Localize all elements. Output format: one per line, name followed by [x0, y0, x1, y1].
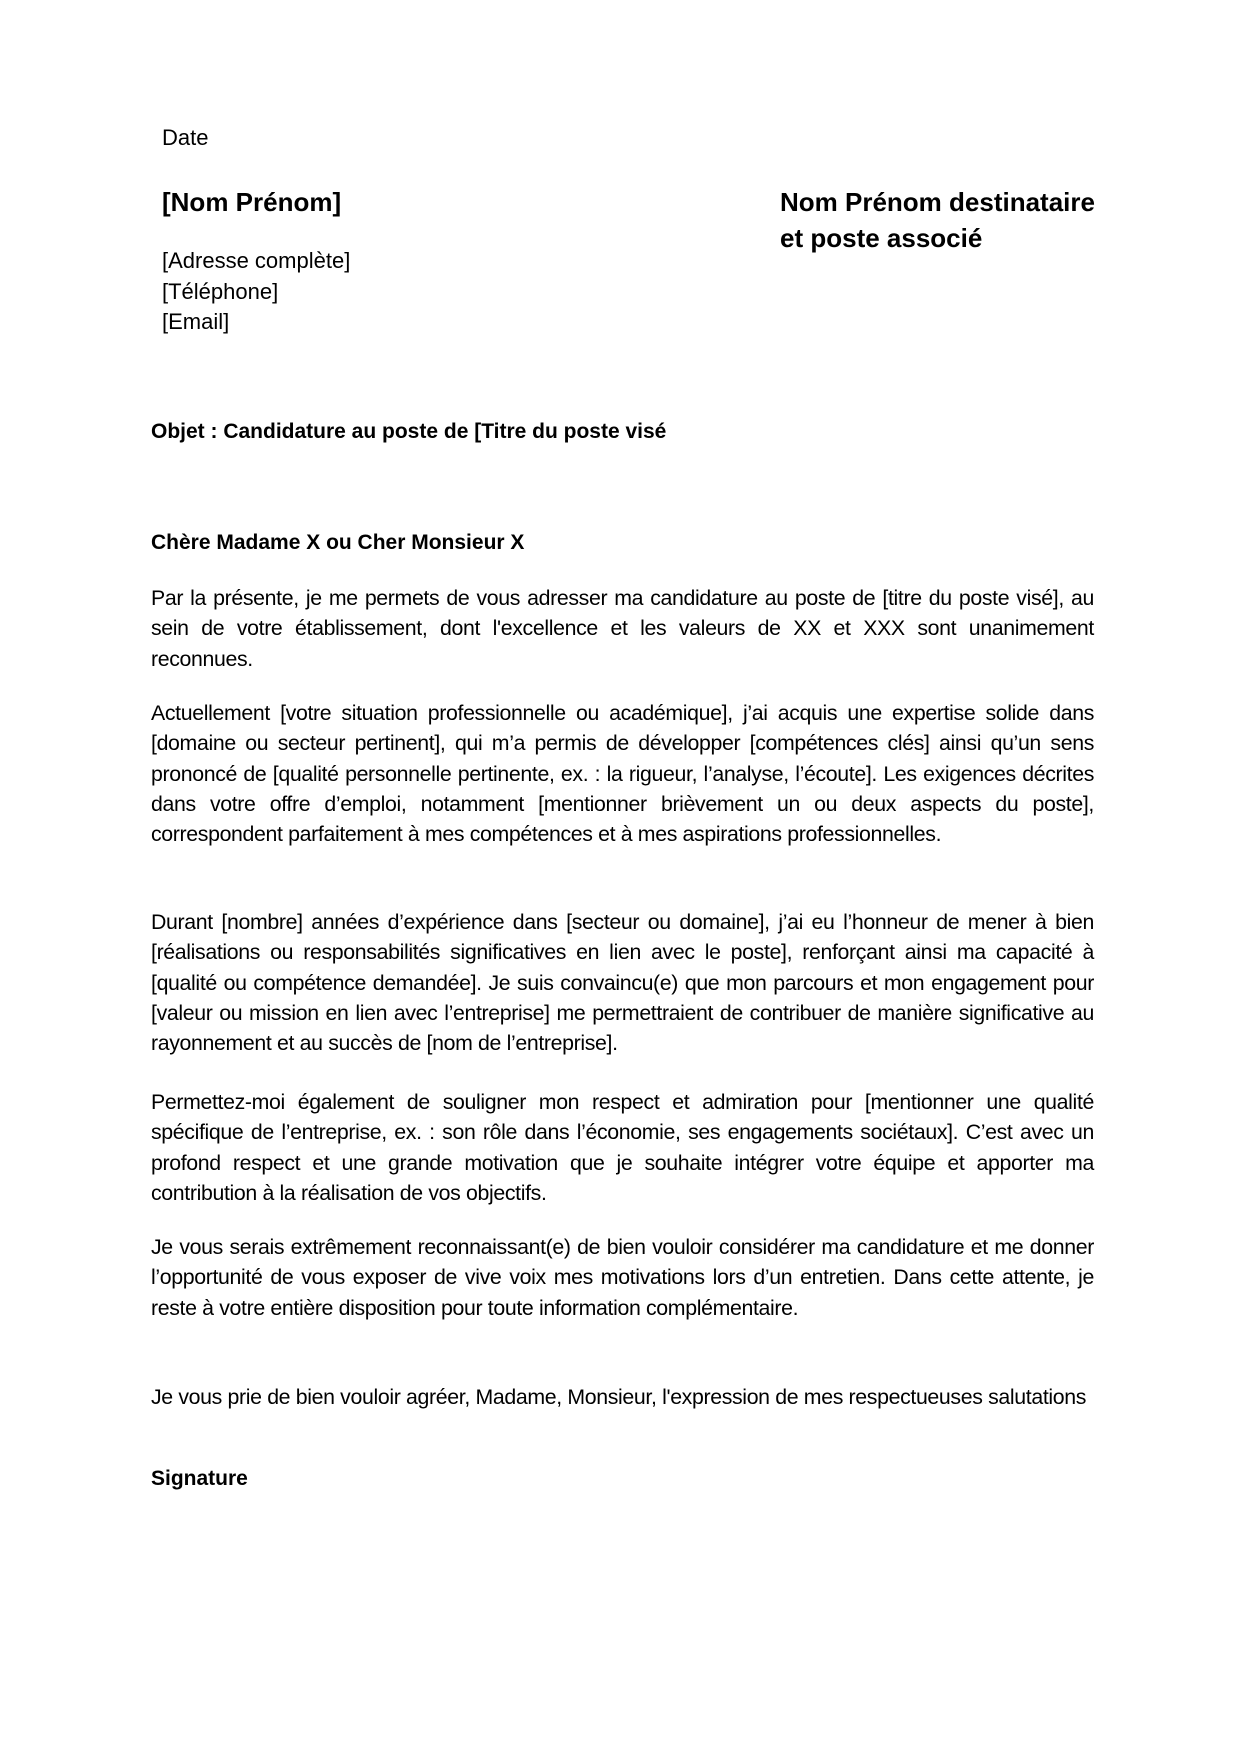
body-paragraph: Par la présente, je me permets de vous adresser ma candidature au poste de [titre du poste visé], au sein de votre établissement, dont l'excellence et les valeurs de XX et XXX sont unanimement reconnues.	[151, 586, 1094, 671]
recipient-block: Nom Prénom destinataire et poste associé	[780, 187, 1095, 253]
sender-address: [Adresse complète]	[162, 248, 351, 273]
letter-date: Date	[162, 125, 209, 150]
body-paragraph: Je vous serais extrêmement reconnaissant(e) de bien vouloir considérer ma candidature et me donner l’opportunité de vous exposer de vive voix mes motivations lors d’un entretien. Dans cette attente, je reste à votre entière disposition pour toute information complémentaire.	[151, 1235, 1094, 1320]
sender-name: [Nom Prénom]	[162, 187, 342, 217]
signature-label: Signature	[151, 1467, 248, 1490]
letter-salutation: Chère Madame X ou Cher Monsieur X	[151, 531, 525, 554]
body-paragraph: Actuellement [votre situation professionnelle ou académique], j’ai acquis une expertise solide dans [domaine ou secteur pertinent], qui m’a permis de développer [compétences clés] ainsi qu’un sens prononcé de [qualité personnelle pertinente, ex. : la rigueur, l’analyse, l’écoute]. Les exigences décrites dans votre offre d’emploi, notamment [mentionner brièvement un ou deux aspects du poste], correspondent parfaitement à mes compétences et à mes aspirations professionnelles.	[151, 701, 1094, 847]
sender-email: [Email]	[162, 309, 230, 334]
closing-paragraph: Je vous prie de bien vouloir agréer, Madame, Monsieur, l'expression de mes respectueuses salutations	[151, 1385, 1087, 1409]
body-paragraph: Permettez-moi également de souligner mon respect et admiration pour [mentionner une qualité spécifique de l’entreprise, ex. : son rôle dans l’économie, ses engagements sociétaux]. C’est avec un profond respect et une grande motivation que je souhaite intégrer votre équipe et apporter ma contribution à la réalisation de vos objectifs.	[151, 1090, 1094, 1205]
sender-phone: [Téléphone]	[162, 278, 279, 304]
letter-subject: Objet : Candidature au poste de [Titre du poste visé	[151, 420, 667, 443]
body-paragraph: Durant [nombre] années d’expérience dans [secteur ou domaine], j’ai eu l’honneur de mener à bien [réalisations ou responsabilités significatives en lien avec le poste], renforçant ainsi ma capacité à [qualité ou compétence demandée]. Je suis convaincu(e) que mon parcours et mon engagement pour [valeur ou mission en lien avec l’entreprise] me permettraient de contribuer de manière significative au rayonnement et au succès de [nom de l’entreprise].	[151, 910, 1094, 1056]
sender-contact-block	[162, 246, 350, 338]
